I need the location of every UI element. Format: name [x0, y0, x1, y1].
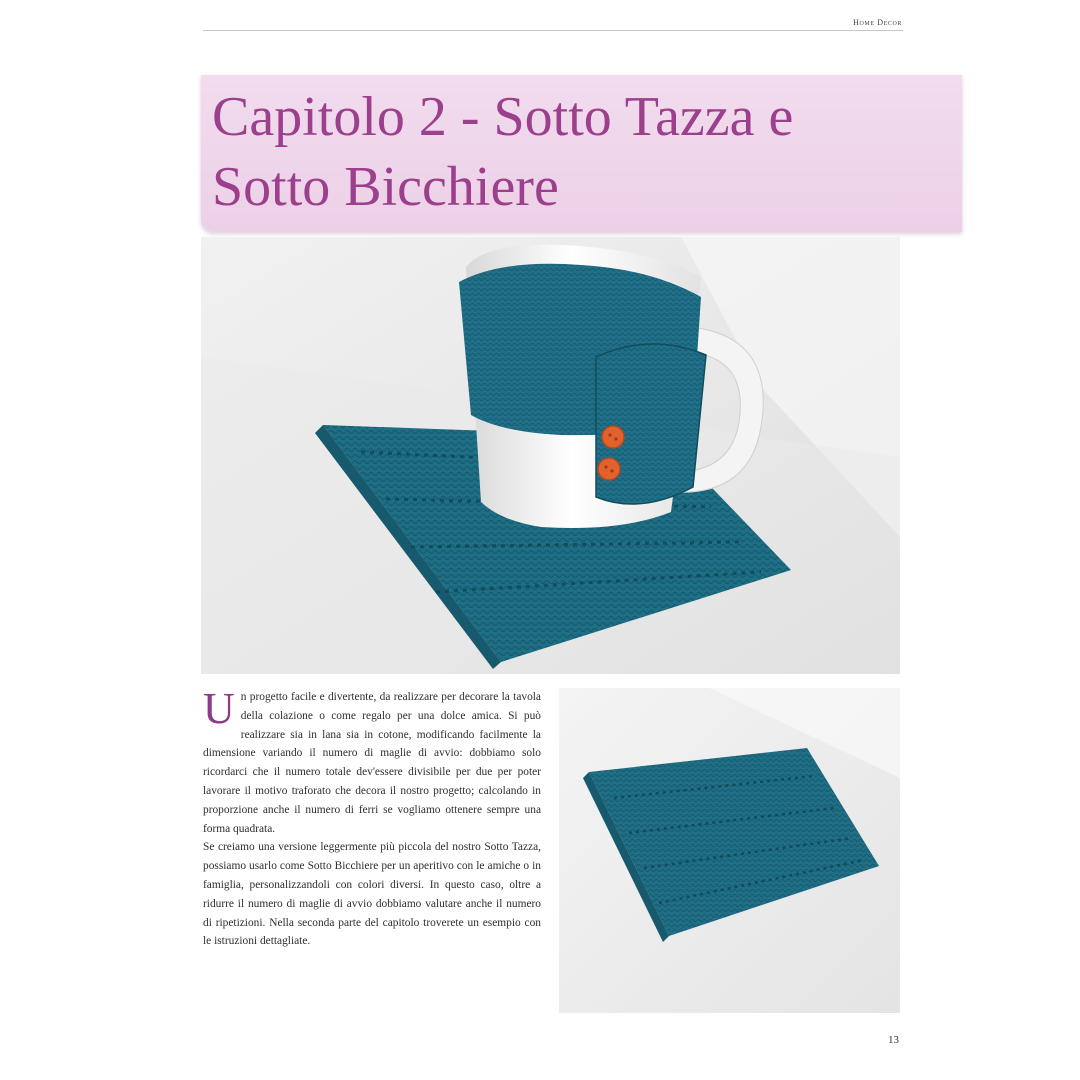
mug-cozy-illustration [201, 237, 900, 674]
running-head: Home Decor [853, 18, 902, 27]
article-body [203, 684, 541, 951]
coaster-illustration [559, 688, 900, 1013]
header-rule [203, 30, 903, 31]
page-number: 13 [888, 1034, 899, 1046]
paragraph-2: Se creiamo una versione leggermente più piccola del nostro Sotto Tazza, possiamo usarlo come Sotto Bicchiere per un aperitivo con le amiche o in famiglia, personalizzandoli con colori diversi. In questo caso, oltre a ridurre il numero di maglie di avvio dobbiamo valutare anche il numero di ripetizioni. Nella seconda parte del capitolo troverete un esempio con le istruzioni dettagliate. [203, 841, 541, 948]
paragraph-1 [203, 684, 541, 838]
chapter-title [212, 82, 932, 222]
chapter-title-line-2: Sotto Bicchiere [212, 156, 559, 218]
paragraph-1-text: n progetto facile e divertente, da realizzare per decorare la tavola della colazione o come regalo per una dolce amica. Si può realizzare sia in lana sia in cotone, modificando facilmente la dimensione variando il numero di maglie di avvio: dobbiamo solo ricordarci che il numero totale dev'essere divisibile per due per poter lavorare il motivo traforato che decora il nostro progetto; calcolando in proporzione anche il numero di ferri se vogliamo ottenere sempre una forma quadrata. [203, 691, 541, 835]
chapter-title-line-1: Capitolo 2 - Sotto Tazza e [212, 86, 794, 148]
drop-cap: U [203, 684, 235, 733]
coaster-photo [559, 688, 900, 1013]
mug-cozy-photo [201, 237, 900, 674]
